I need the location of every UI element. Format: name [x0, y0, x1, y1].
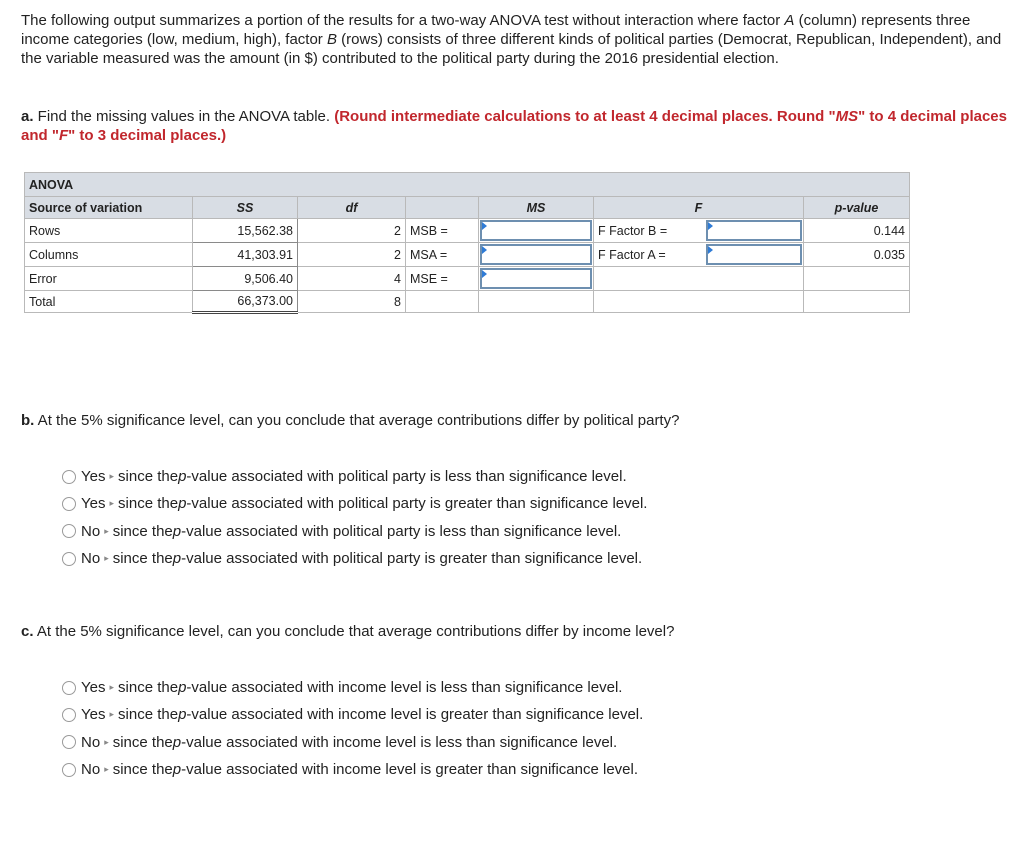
part-a-label: a. [21, 108, 34, 125]
mse-input[interactable] [480, 268, 592, 289]
row-ss: 9,506.40 [193, 267, 298, 291]
f-cell-empty [594, 267, 804, 291]
row-ss: 66,373.00 [193, 291, 298, 313]
part-c-text: At the 5% significance level, can you conclude that average contributions differ by income level? [33, 623, 675, 640]
msa-cell [479, 243, 594, 267]
f-cell [594, 243, 804, 267]
ms-label-empty [406, 291, 479, 313]
radio-button[interactable] [62, 497, 76, 511]
dropdown-marker-icon: ▸ [104, 736, 109, 747]
radio-button[interactable] [62, 552, 76, 566]
part-b-question [21, 412, 679, 429]
anova-caption: ANOVA [25, 173, 910, 197]
header-ss: SS [193, 197, 298, 219]
ms-label: MSE = [406, 267, 479, 291]
dropdown-marker-icon: ▸ [104, 525, 109, 536]
part-c-question [21, 623, 674, 640]
table-row [25, 219, 910, 243]
part-b-options [62, 463, 647, 572]
dropdown-marker-icon: ▸ [109, 682, 115, 693]
table-row [25, 267, 910, 291]
ms-cell-empty [479, 291, 594, 313]
part-b-option-3[interactable]: No ▸ since the p -value associated with political party is less than significance level. [62, 518, 647, 545]
row-p-value: 0.144 [804, 219, 910, 243]
row-df: 2 [298, 219, 406, 243]
header-df: df [298, 197, 406, 219]
f-factor-a-input[interactable] [706, 244, 802, 265]
rounding-note: (Round intermediate calculations to at least 4 decimal places. Round "MS" to 4 decimal places and "F" to 3 decimal places.) [21, 108, 1007, 144]
problem-intro [21, 11, 1011, 68]
p-cell-empty [804, 267, 910, 291]
radio-button[interactable] [62, 763, 76, 777]
f-label: F Factor A = [598, 247, 666, 262]
row-source: Error [25, 267, 193, 291]
header-p-value: p-value [804, 197, 910, 219]
row-df: 2 [298, 243, 406, 267]
radio-button[interactable] [62, 524, 76, 538]
part-b-option-1[interactable]: Yes ▸ since the p -value associated with political party is less than significance level. [62, 463, 647, 490]
part-c-option-2[interactable]: Yes ▸ since the p -value associated with income level is greater than significance level. [62, 701, 643, 728]
part-c-option-1[interactable]: Yes ▸ since the p -value associated with income level is less than significance level. [62, 674, 643, 701]
radio-button[interactable] [62, 708, 76, 722]
part-b-option-2[interactable]: Yes ▸ since the p -value associated with political party is greater than significance level. [62, 490, 647, 517]
factor-b-symbol: B [326, 31, 337, 48]
part-b-text: At the 5% significance level, can you conclude that average contributions differ by political party? [34, 412, 680, 429]
factor-a-symbol: A [784, 12, 795, 29]
f-cell-empty [594, 291, 804, 313]
header-source: Source of variation [25, 197, 193, 219]
table-row [25, 243, 910, 267]
dropdown-marker-icon: ▸ [109, 498, 115, 509]
part-c-label: c. [21, 623, 34, 640]
radio-button[interactable] [62, 735, 76, 749]
intro-text-2: (column) represents three income categories (low, medium, high), factor [21, 12, 971, 48]
part-a-text: Find the missing values in the ANOVA table. [33, 108, 335, 125]
row-df: 4 [298, 267, 406, 291]
intro-text-3: (rows) consists of three different kinds of political parties (Democrat, Republican, Independent), and the variable measured was the amount (in $) contributed to the political party during the 2016 presidential election. [21, 31, 1002, 67]
part-b-label: b. [21, 412, 35, 429]
part-c-options [62, 674, 643, 783]
msb-cell [479, 219, 594, 243]
row-p-value: 0.035 [804, 243, 910, 267]
p-cell-empty [804, 291, 910, 313]
header-ms: MS [479, 197, 594, 219]
part-b-option-4[interactable]: No ▸ since the p -value associated with political party is greater than significance level. [62, 545, 647, 572]
f-cell [594, 219, 804, 243]
mse-cell [479, 267, 594, 291]
header-f: F [594, 197, 804, 219]
dropdown-marker-icon: ▸ [104, 553, 109, 564]
f-factor-b-input[interactable] [706, 220, 802, 241]
row-ss: 15,562.38 [193, 219, 298, 243]
ms-label: MSA = [406, 243, 479, 267]
ms-label: MSB = [406, 219, 479, 243]
row-source: Total [25, 291, 193, 313]
row-df: 8 [298, 291, 406, 313]
anova-table [24, 172, 910, 314]
msa-input[interactable] [480, 244, 592, 265]
dropdown-marker-icon: ▸ [104, 764, 109, 775]
msb-input[interactable] [480, 220, 592, 241]
f-label: F Factor B = [598, 223, 668, 238]
row-ss: 41,303.91 [193, 243, 298, 267]
row-source: Rows [25, 219, 193, 243]
part-a-instructions [21, 107, 1011, 145]
intro-text-1: The following output summarizes a portion of the results for a two-way ANOVA test without interaction where factor [21, 12, 785, 29]
header-ms-label-spacer [406, 197, 479, 219]
row-source: Columns [25, 243, 193, 267]
dropdown-marker-icon: ▸ [109, 709, 115, 720]
radio-button[interactable] [62, 681, 76, 695]
part-c-option-3[interactable]: No ▸ since the p -value associated with income level is less than significance level. [62, 729, 643, 756]
table-row [25, 291, 910, 313]
dropdown-marker-icon: ▸ [109, 471, 115, 482]
part-c-option-4[interactable]: No ▸ since the p -value associated with income level is greater than significance level. [62, 756, 643, 783]
radio-button[interactable] [62, 470, 76, 484]
